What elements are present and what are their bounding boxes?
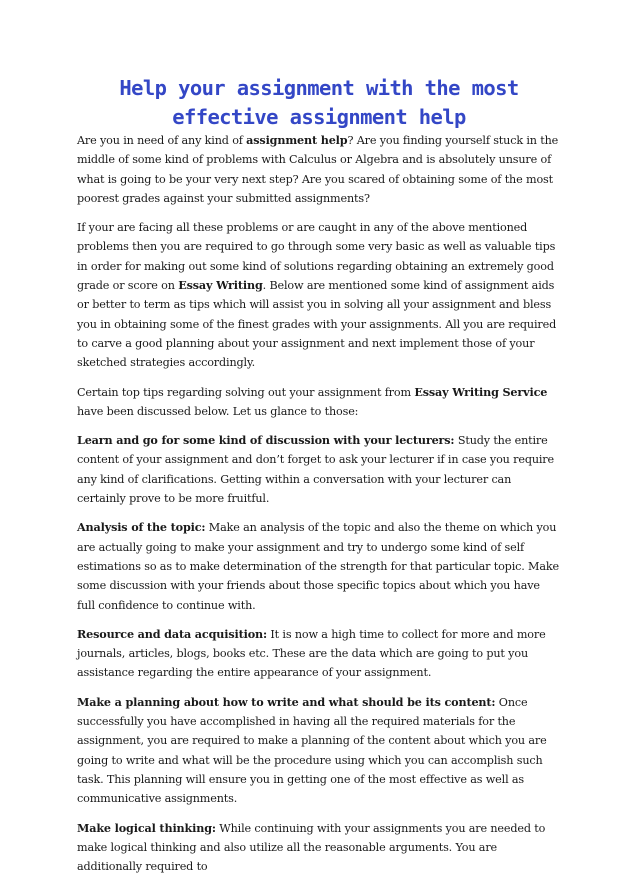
tip-heading: Make a planning about how to write and what should be its content:: [77, 694, 496, 709]
tip-paragraph-planning: [77, 693, 561, 809]
intro-text-start: Are you in need of any kind of: [77, 134, 247, 147]
tips-intro-end: have been discussed below. Let us glance to those:: [77, 404, 359, 418]
problems-paragraph: [77, 218, 561, 372]
tip-paragraph-resources: [77, 625, 561, 683]
essay-writing-service-keyword: Essay Writing Service: [414, 384, 548, 399]
assignment-help-keyword: assignment help: [246, 133, 348, 147]
tip-paragraph-logic: [77, 819, 561, 877]
problems-text-end: . Below are mentioned some kind of assignment aids or better to term as tips which will assist you in solving all your assignment and bless you in obtaining some of the finest grades with your assignments. All you are required to carve a good planning about your assignment and next implement those of your sketched strategies accordingly.: [77, 279, 557, 370]
essay-writing-keyword: Essay Writing: [178, 278, 263, 293]
tips-intro-start: Certain top tips regarding solving out your assignment from: [77, 385, 415, 399]
document-body: [77, 131, 561, 886]
document-title: [70, 74, 568, 132]
title-line-2: effective assignment help: [172, 105, 466, 129]
tip-paragraph-discussion: [77, 431, 561, 508]
tip-heading: Resource and data acquisition:: [77, 626, 267, 641]
title-line-1: Help your assignment with the most: [119, 76, 519, 100]
tip-paragraph-analysis: [77, 518, 561, 614]
intro-paragraph: [77, 131, 561, 208]
tip-heading: Make logical thinking:: [77, 820, 216, 835]
tip-text: Once successfully you have accomplished in having all the required materials for the assignment, you are required to make a planning of the content about which you are going to write and what will be the procedure using which you can accomplish such task. This planning will ensure you in getting one of the most effective as well as communicative assignments.: [77, 695, 547, 806]
tip-heading: Learn and go for some kind of discussion with your lecturers:: [77, 433, 455, 448]
tip-text: It is now a high time to collect for more and more journals, articles, blogs, books etc. These are the data which are going to put you assistance regarding the entire appearance of your assignment.: [77, 627, 546, 680]
problems-text-start: If your are facing all these problems or are caught in any of the above mentioned problems then you are required to go through some very basic as well as valuable tips in order for making out some kind of solutions regarding obtaining an extremely good grade or score on: [77, 221, 556, 293]
tip-text: Study the entire content of your assignment and don’t forget to ask your lecturer if in case you require any kind of clarifications. Getting within a conversation with your lecturer can certainly prove to be more fruitful.: [77, 434, 554, 506]
tips-intro-paragraph: [77, 383, 561, 422]
tip-text: While continuing with your assignments you are needed to make logical thinking and also utilize all the reasonable arguments. You are additionally required to: [77, 821, 546, 874]
intro-text-end: ? Are you finding yourself stuck in the middle of some kind of problems with Calculus or Algebra and is absolutely unsure of what is going to be your very next step? Are you scared of obtaining some of the most poorest grades against your submitted assignments?: [77, 134, 559, 205]
tip-text: Make an analysis of the topic and also the theme on which you are actually going to make your assignment and try to undergo some kind of self estimations so as to make determination of the strength for that particular topic. Make some discussion with your friends about those specific topics about which you have full confidence to continue with.: [77, 521, 559, 612]
tip-heading: Analysis of the topic:: [77, 520, 206, 535]
